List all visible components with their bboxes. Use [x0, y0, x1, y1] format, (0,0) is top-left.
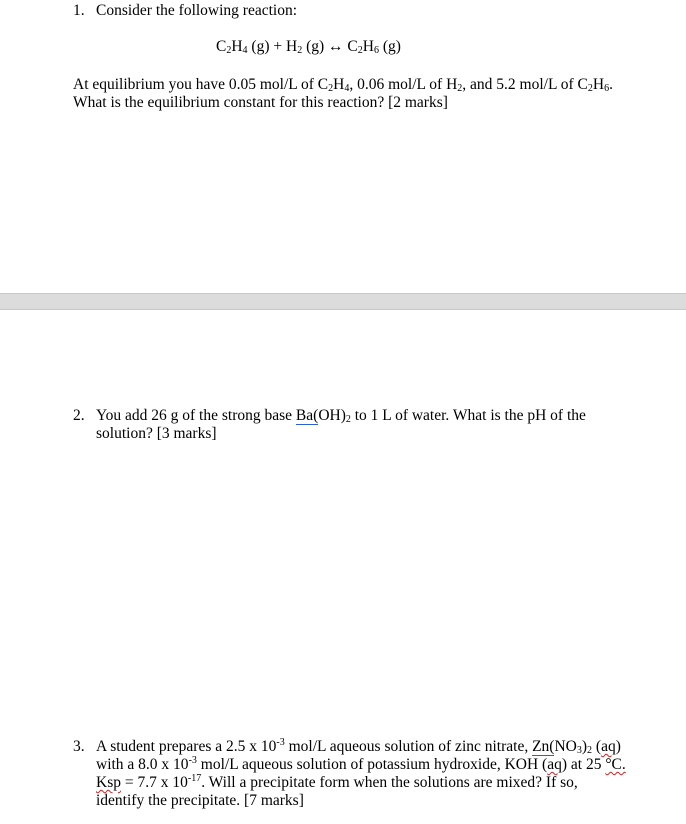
question-1-text-line-1: At equilibrium you have 0.05 mol/L of $C_2H_4$, 0.06 mol/L of $H_2$, and 5.2 mol/L of $C_2H_6$. [73, 76, 613, 94]
question-1-text-line-2: What is the equilibrium constant for this reaction? [2 marks] [73, 94, 448, 111]
question-1-number: 1. [73, 2, 85, 19]
question-3-text-line-2: with a 8.0 x $10^{-3}$ mol/L aqueous solution of potassium hydroxide, KOH (aq) at 25 °C. [96, 755, 626, 773]
question-1-intro: Consider the following reaction: [96, 2, 298, 19]
question-3-text-line-1: A student prepares a 2.5 x $10^{-3}$ mol/L aqueous solution of zinc nitrate, $Zn(NO_3)_2$ (aq) [96, 737, 621, 756]
question-2-text-line-1: You add 26 g of the strong base $Ba(OH)_2$ to 1 L of water. What is the pH of the [96, 407, 586, 425]
page-break-gap [0, 293, 686, 310]
reaction-equation: $C_2H_4$ $(g) + H_2$ (g) ↔ $C_2H_6$ (g) [216, 38, 401, 56]
question-2-number: 2. [73, 407, 85, 424]
question-3-text-line-4: identify the precipitate. [7 marks] [96, 792, 304, 809]
question-2-text-line-2: solution? [3 marks] [96, 425, 217, 442]
question-3-text-line-3: Ksp = 7.7 x $10^{-17}$. Will a precipitate form when the solutions are mixed? If so, [96, 773, 578, 791]
question-3-number: 3. [73, 738, 85, 755]
